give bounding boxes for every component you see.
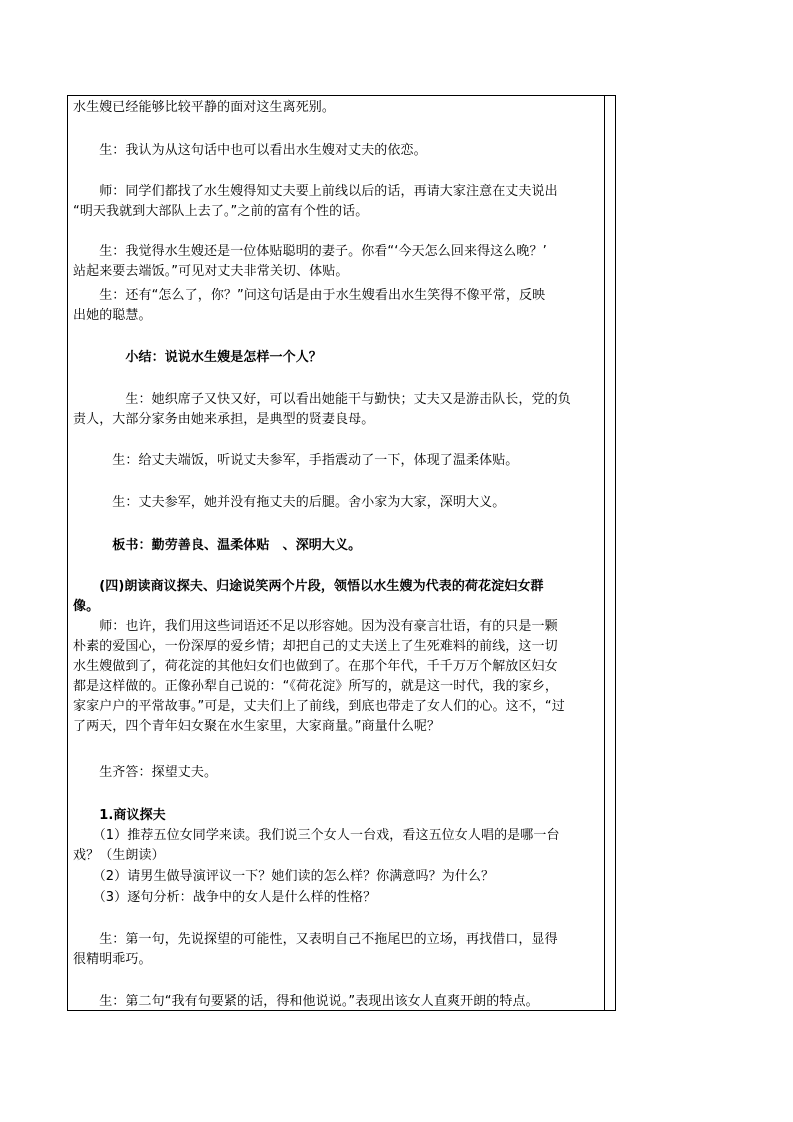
column-divider <box>604 96 605 1010</box>
subsection-heading: 1.商议探夫 <box>73 808 166 823</box>
paragraph: 生：还有“怎么了，你？”问这句话是由于水生嫂看出水生笑得不像平常，反映 出她的聪慧。 <box>73 288 546 323</box>
paragraph: 生：第一句，先说探望的可能性，又表明自己不拖尾巴的立场，再找借口，显得 很精明乖巧。 <box>73 932 558 967</box>
paragraph: 水生嫂已经能够比较平静的面对这生离死别。 <box>73 100 336 115</box>
paragraph: 生：她织席子又快又好，可以看出她能干与勤快；丈夫又是游击队长，党的负 责人，大部分家务由她来承担，是典型的贤妻良母。 <box>73 392 571 427</box>
paragraph: 生：给丈夫端饭，听说丈夫参军，手指震动了一下，体现了温柔体贴。 <box>73 453 519 468</box>
paragraph: 师：同学们都找了水生嫂得知丈夫要上前线以后的话，再请大家注意在丈夫说出 “明天我就到大部队上去了。”之前的富有个性的话。 <box>73 184 558 219</box>
paragraph: （1）推荐五位女同学来读。我们说三个女人一台戏，看这五位女人唱的是哪一台 戏？（生朗读） <box>73 828 560 863</box>
paragraph: （2）请男生做导演评议一下？她们读的怎么样？你满意吗？为什么？ <box>73 869 495 884</box>
paragraph: 师：也许，我们用这些词语还不足以形容她。因为没有豪言壮语，有的只是一颗 朴素的爱国心，一份深厚的爱乡情；却把自己的丈夫送上了生死难料的前线，这一切 水生嫂做到了，荷花淀的其他妇女们也做到了。在那个年代，千千万万个解放区妇女 都是这样做的。正像孙犁自己说的：“《荷花淀》所写的，就是这一时代，我的家乡， 家家户户的平常故事。”可是，丈夫们上了前线，到底也带走了女人们的心。这不，“过 了两天，四个青年妇女聚在水生家里，大家商量。”商量什么呢？ <box>73 619 565 734</box>
paragraph: 生齐答：探望丈夫。 <box>73 765 218 780</box>
summary-heading: 小结：说说水生嫂是怎样一个人？ <box>73 350 322 365</box>
board-writing: 板书：勤劳善良、温柔体贴 、深明大义。 <box>73 538 362 553</box>
lesson-table <box>67 95 616 1011</box>
paragraph: 生：第二句“我有句要紧的话，得和他说说。”表现出该女人直爽开朗的特点。 <box>73 994 539 1009</box>
section-heading: (四)朗读商议探夫、归途说笑两个片段，领悟以水生嫂为代表的荷花淀妇女群 像。 <box>73 579 544 614</box>
paragraph: 生：我觉得水生嫂还是一位体贴聪明的妻子。你看“‘今天怎么回来得这么晚？’ 站起来要去端饭。”可见对丈夫非常关切、体贴。 <box>73 244 547 279</box>
paragraph: （3）逐句分析：战争中的女人是什么样的性格？ <box>73 890 377 905</box>
paragraph: 生：丈夫参军，她并没有拖丈夫的后腿。舍小家为大家，深明大义。 <box>73 495 506 510</box>
paragraph: 生：我认为从这句话中也可以看出水生嫂对丈夫的依恋。 <box>73 143 427 158</box>
